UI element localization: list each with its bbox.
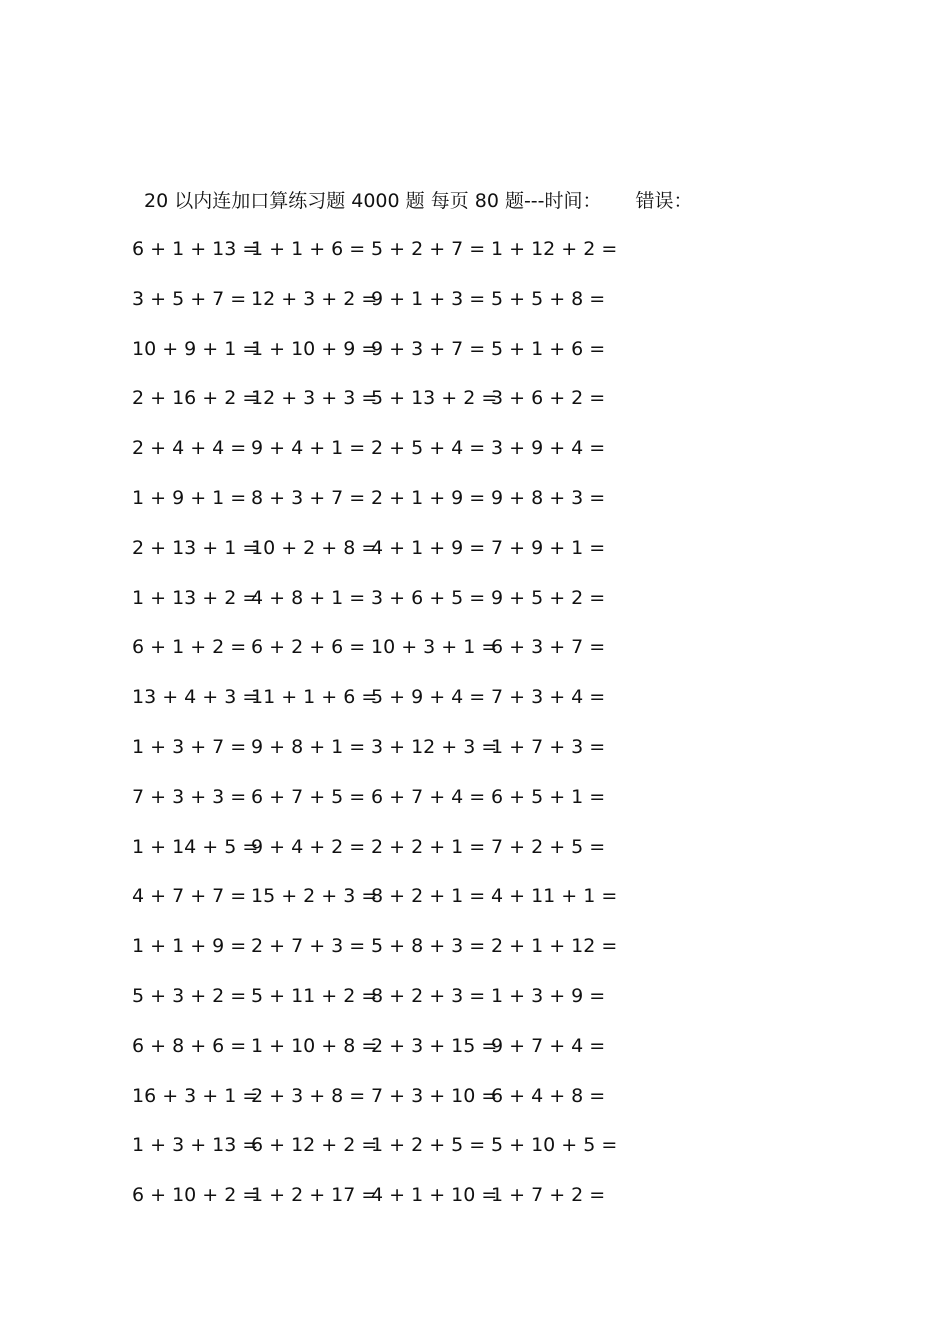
problem-row bbox=[132, 732, 644, 782]
problem-item: 16 + 3 + 1 = bbox=[132, 1084, 259, 1107]
problem-item: 8 + 2 + 3 = bbox=[371, 984, 486, 1007]
problem-row bbox=[132, 483, 644, 533]
problem-row bbox=[132, 1081, 644, 1131]
problem-item: 1 + 10 + 9 = bbox=[251, 337, 378, 360]
problem-item: 5 + 9 + 4 = bbox=[371, 686, 486, 709]
error-count-label: 错误： bbox=[635, 190, 693, 212]
problem-item: 2 + 7 + 3 = bbox=[251, 935, 366, 958]
problem-row bbox=[132, 383, 644, 433]
problem-row bbox=[132, 1180, 644, 1230]
problem-item: 9 + 8 + 1 = bbox=[251, 735, 366, 758]
problem-row bbox=[132, 881, 644, 931]
problem-item: 8 + 3 + 7 = bbox=[251, 486, 366, 509]
problem-row bbox=[132, 981, 644, 1031]
problem-item: 9 + 5 + 2 = bbox=[491, 586, 606, 609]
problem-item: 6 + 2 + 6 = bbox=[251, 636, 366, 659]
problem-item: 11 + 1 + 6 = bbox=[251, 686, 378, 709]
problem-item: 1 + 13 + 2 = bbox=[132, 586, 259, 609]
problem-item: 6 + 7 + 4 = bbox=[371, 785, 486, 808]
problem-item: 1 + 3 + 13 = bbox=[132, 1134, 259, 1157]
problem-item: 2 + 2 + 1 = bbox=[371, 835, 486, 858]
problem-item: 5 + 5 + 8 = bbox=[491, 287, 606, 310]
problem-item: 2 + 1 + 9 = bbox=[371, 486, 486, 509]
worksheet-header bbox=[144, 186, 844, 216]
problem-item: 2 + 5 + 4 = bbox=[371, 437, 486, 460]
problem-item: 1 + 3 + 9 = bbox=[491, 984, 606, 1007]
problem-item: 13 + 4 + 3 = bbox=[132, 686, 259, 709]
problem-item: 5 + 3 + 2 = bbox=[132, 984, 247, 1007]
problem-item: 5 + 1 + 6 = bbox=[491, 337, 606, 360]
problem-item: 4 + 1 + 10 = bbox=[371, 1184, 498, 1207]
problem-item: 5 + 10 + 5 = bbox=[491, 1134, 618, 1157]
problem-item: 2 + 4 + 4 = bbox=[132, 437, 247, 460]
problem-item: 6 + 3 + 7 = bbox=[491, 636, 606, 659]
problem-item: 3 + 6 + 5 = bbox=[371, 586, 486, 609]
problem-item: 2 + 3 + 15 = bbox=[371, 1034, 498, 1057]
problem-item: 6 + 1 + 2 = bbox=[132, 636, 247, 659]
problem-item: 6 + 1 + 13 = bbox=[132, 238, 259, 260]
problem-item: 1 + 12 + 2 = bbox=[491, 238, 618, 260]
problem-item: 2 + 1 + 12 = bbox=[491, 935, 618, 958]
problem-item: 7 + 3 + 3 = bbox=[132, 785, 247, 808]
problem-row bbox=[132, 782, 644, 832]
problem-grid bbox=[132, 234, 644, 1230]
problem-row bbox=[132, 583, 644, 633]
problem-item: 6 + 5 + 1 = bbox=[491, 785, 606, 808]
problem-item: 6 + 7 + 5 = bbox=[251, 785, 366, 808]
problem-row bbox=[132, 931, 644, 981]
problem-item: 15 + 2 + 3 = bbox=[251, 885, 378, 908]
worksheet-title: 20 以内连加口算练习题 4000 题 每页 80 题---时间： bbox=[144, 190, 602, 212]
problem-row bbox=[132, 334, 644, 384]
problem-row bbox=[132, 284, 644, 334]
problem-item: 1 + 9 + 1 = bbox=[132, 486, 247, 509]
problem-item: 1 + 1 + 9 = bbox=[132, 935, 247, 958]
problem-row bbox=[132, 433, 644, 483]
problem-item: 1 + 7 + 3 = bbox=[491, 735, 606, 758]
problem-item: 5 + 13 + 2 = bbox=[371, 387, 498, 410]
problem-item: 4 + 8 + 1 = bbox=[251, 586, 366, 609]
problem-item: 1 + 2 + 5 = bbox=[371, 1134, 486, 1157]
problem-item: 1 + 14 + 5 = bbox=[132, 835, 259, 858]
problem-item: 6 + 12 + 2 = bbox=[251, 1134, 378, 1157]
problem-item: 8 + 2 + 1 = bbox=[371, 885, 486, 908]
problem-item: 12 + 3 + 3 = bbox=[251, 387, 378, 410]
problem-item: 6 + 8 + 6 = bbox=[132, 1034, 247, 1057]
problem-item: 2 + 13 + 1 = bbox=[132, 536, 259, 559]
problem-item: 10 + 3 + 1 = bbox=[371, 636, 498, 659]
problem-item: 1 + 7 + 2 = bbox=[491, 1184, 606, 1207]
problem-item: 3 + 6 + 2 = bbox=[491, 387, 606, 410]
problem-row bbox=[132, 832, 644, 882]
problem-item: 1 + 10 + 8 = bbox=[251, 1034, 378, 1057]
problem-row bbox=[132, 682, 644, 732]
problem-item: 3 + 5 + 7 = bbox=[132, 287, 247, 310]
problem-item: 10 + 9 + 1 = bbox=[132, 337, 259, 360]
problem-item: 5 + 11 + 2 = bbox=[251, 984, 378, 1007]
problem-item: 7 + 3 + 4 = bbox=[491, 686, 606, 709]
problem-item: 4 + 7 + 7 = bbox=[132, 885, 247, 908]
problem-item: 3 + 12 + 3 = bbox=[371, 735, 498, 758]
problem-item: 5 + 8 + 3 = bbox=[371, 935, 486, 958]
problem-item: 7 + 9 + 1 = bbox=[491, 536, 606, 559]
problem-row bbox=[132, 533, 644, 583]
problem-row bbox=[132, 1031, 644, 1081]
problem-item: 2 + 3 + 8 = bbox=[251, 1084, 366, 1107]
problem-item: 7 + 3 + 10 = bbox=[371, 1084, 498, 1107]
problem-item: 1 + 3 + 7 = bbox=[132, 735, 247, 758]
problem-item: 6 + 10 + 2 = bbox=[132, 1184, 259, 1207]
problem-item: 9 + 4 + 2 = bbox=[251, 835, 366, 858]
problem-item: 1 + 2 + 17 = bbox=[251, 1184, 378, 1207]
problem-item: 9 + 3 + 7 = bbox=[371, 337, 486, 360]
problem-item: 4 + 11 + 1 = bbox=[491, 885, 618, 908]
problem-item: 6 + 4 + 8 = bbox=[491, 1084, 606, 1107]
problem-item: 1 + 1 + 6 = bbox=[251, 238, 366, 260]
problem-row bbox=[132, 632, 644, 682]
problem-item: 10 + 2 + 8 = bbox=[251, 536, 378, 559]
problem-item: 9 + 8 + 3 = bbox=[491, 486, 606, 509]
problem-item: 3 + 9 + 4 = bbox=[491, 437, 606, 460]
problem-item: 9 + 7 + 4 = bbox=[491, 1034, 606, 1057]
problem-item: 12 + 3 + 2 = bbox=[251, 287, 378, 310]
problem-item: 4 + 1 + 9 = bbox=[371, 536, 486, 559]
problem-item: 9 + 4 + 1 = bbox=[251, 437, 366, 460]
problem-row bbox=[132, 234, 644, 284]
problem-item: 7 + 2 + 5 = bbox=[491, 835, 606, 858]
problem-item: 5 + 2 + 7 = bbox=[371, 238, 486, 260]
problem-item: 9 + 1 + 3 = bbox=[371, 287, 486, 310]
problem-item: 2 + 16 + 2 = bbox=[132, 387, 259, 410]
problem-row bbox=[132, 1130, 644, 1180]
